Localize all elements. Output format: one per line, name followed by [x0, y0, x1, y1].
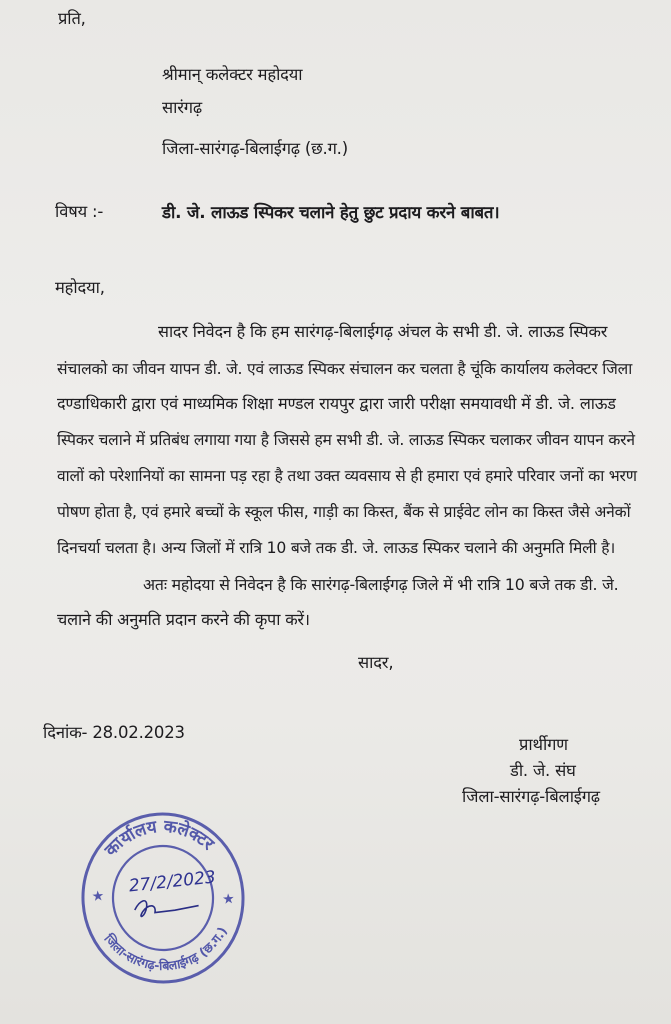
office-seal — [72, 802, 254, 993]
seal-bottom-text: जिला-सारंगढ़-बिलाईगढ़ (छ.ग.) — [101, 924, 230, 974]
body-line-5: वालों को परेशानियों का सामना पड़ रहा है तथा उक्त व्यवसाय से ही हमारा एवं हमारे परिवार जनों का भरण — [57, 467, 637, 485]
address-line-1: श्रीमान् कलेक्टर महोदया — [162, 65, 303, 84]
salutation: महोदया, — [55, 278, 105, 297]
seal-handwritten-date: 27/2/2023 — [127, 867, 217, 897]
address-line-2: सारंगढ़ — [162, 98, 202, 117]
seal-top-text: कार्यालय कलेक्टर — [101, 816, 218, 861]
date: दिनांक- 28.02.2023 — [43, 723, 185, 742]
body-line-8: अतः महोदया से निवेदन है कि सारंगढ़-बिलाईगढ़ जिले में भी रात्रि 10 बजे तक डी. जे. — [143, 575, 619, 594]
signatory-line-3: जिला-सारंगढ़-बिलाईगढ़ — [462, 787, 600, 806]
signatory-line-2: डी. जे. संघ — [510, 761, 576, 780]
closing: सादर, — [358, 653, 394, 672]
body-line-4: स्पिकर चलाने में प्रतिबंध लगाया गया है जिससे हम सभी डी. जे. लाऊड स्पिकर चलाकर जीवन यापन करने — [57, 431, 635, 449]
subject-text: डी. जे. लाऊड स्पिकर चलाने हेतु छुट प्रदाय करने बाबत। — [162, 202, 500, 222]
body-line-6: पोषण होता है, एवं हमारे बच्चों के स्कूल फीस, गाड़ी का किस्त, बैंक से प्राईवेट लोन का किस्त जैसे अनेकों — [57, 503, 631, 521]
body-line-7: दिनचर्या चलता है। अन्य जिलों में रात्रि 10 बजे तक डी. जे. लाऊड स्पिकर चलाने की अनुमति मिली है। — [57, 539, 616, 557]
address-line-3: जिला-सारंगढ़-बिलाईगढ़ (छ.ग.) — [162, 139, 348, 158]
seal-star-right-icon: ★ — [221, 891, 236, 908]
subject-label: विषय :- — [55, 202, 104, 221]
signatory-line-1: प्रार्थीगण — [519, 735, 568, 754]
body-line-3: दण्डाधिकारी द्वारा एवं माध्यमिक शिक्षा मण्डल रायपुर द्वारा जारी परीक्षा समयावधी में डी. जे. लाऊड — [57, 394, 616, 413]
body-line-9: चलाने की अनुमति प्रदान करने की कृपा करें। — [57, 610, 310, 629]
body-line-1: सादर निवेदन है कि हम सारंगढ़-बिलाईगढ़ अंचल के सभी डी. जे. लाऊड स्पिकर — [158, 322, 608, 341]
svg-text:कार्यालय कलेक्टर — [99, 813, 220, 863]
body-line-2: संचालको का जीवन यापन डी. जे. एवं लाऊड स्पिकर संचालन कर चलता है चूंकि कार्यालय कलेक्टर जिला — [57, 360, 633, 378]
prati-label: प्रति, — [58, 9, 86, 28]
seal-star-left-icon: ★ — [91, 888, 105, 905]
seal-signature — [134, 897, 199, 917]
